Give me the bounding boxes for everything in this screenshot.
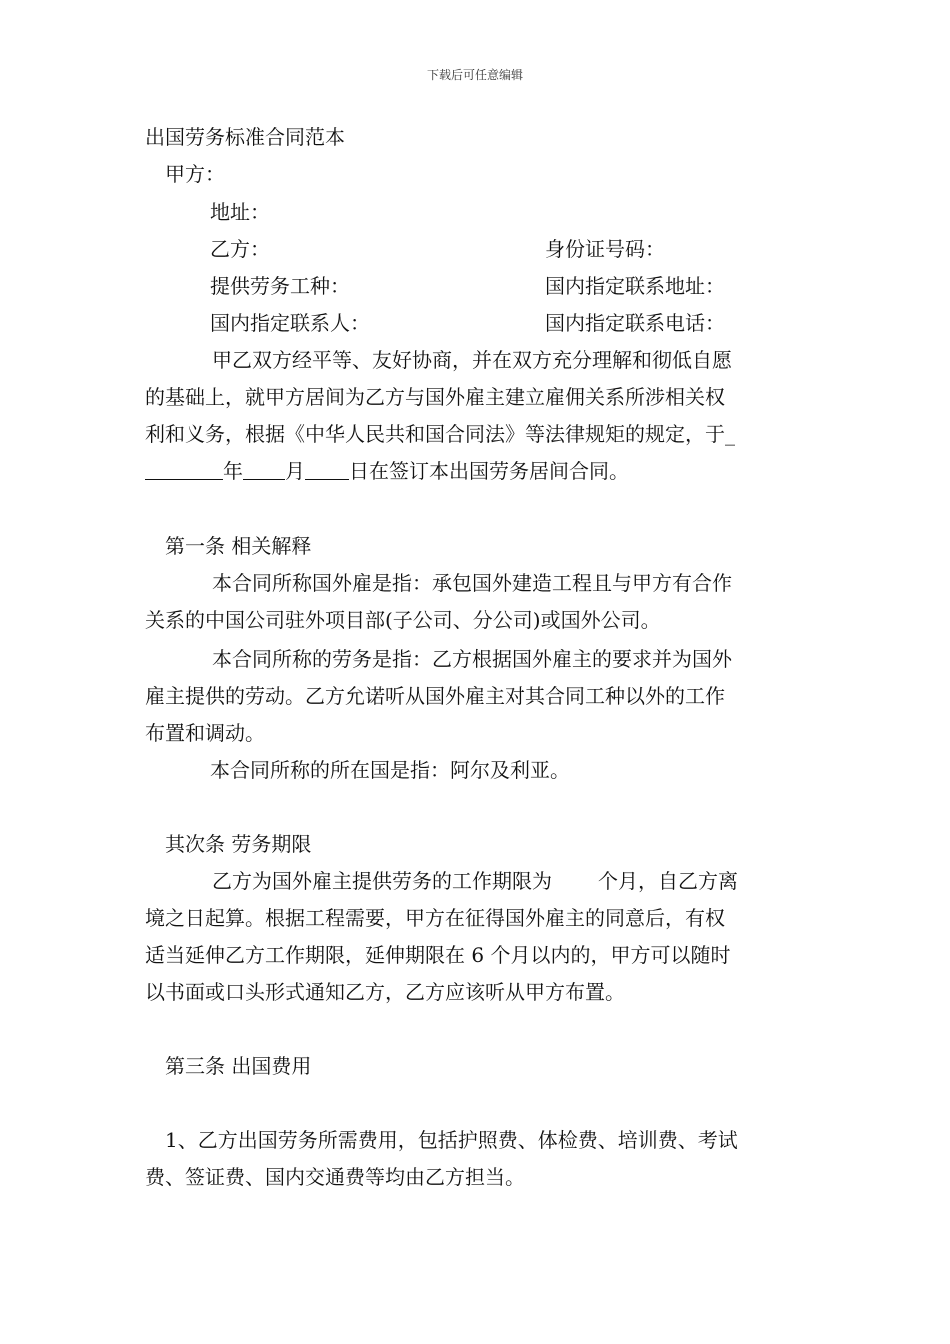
domestic-address-label: 国内指定联系地址：: [545, 274, 725, 298]
intro-line-1: 甲乙双方经平等、友好协商，并在双方充分理解和彻低自愿: [212, 348, 732, 372]
article-3-item-1-line-1: 1、乙方出国劳务所需费用，包括护照费、体检费、培训费、考试: [165, 1128, 738, 1152]
month-blank: [243, 459, 285, 480]
intro-line-2: 的基础上，就甲方居间为乙方与国外雇主建立雇佣关系所涉相关权: [145, 385, 725, 409]
domestic-phone-label: 国内指定联系电话：: [545, 311, 725, 335]
article-2-line-3: 适当延伸乙方工作期限，延伸期限在 6 个月以内的，甲方可以随时: [145, 943, 731, 967]
article-2-line-2: 境之日起算。根据工程需要，甲方在征得国外雇主的同意后，有权: [145, 906, 725, 930]
domestic-contact-label: 国内指定联系人：: [210, 311, 370, 335]
article-2-line-1b: 个月，自乙方离: [598, 869, 738, 893]
article-2-line-4: 以书面或口头形式通知乙方，乙方应该听从甲方布置。: [145, 980, 625, 1004]
party-b-label: 乙方：: [210, 237, 270, 261]
intro-date-line: [145, 459, 810, 483]
party-a-label: 甲方：: [165, 162, 225, 186]
day-rest: 日在签订本出国劳务居间合同。: [349, 459, 629, 483]
year-label: 年: [223, 459, 243, 483]
article-1-heading: 第一条 相关解释: [165, 534, 312, 558]
article-2-line-1a: 乙方为国外雇主提供劳务的工作期限为: [212, 869, 552, 893]
article-3-item-1-line-2: 费、签证费、国内交通费等均由乙方担当。: [145, 1165, 525, 1189]
article-1-p1-line-2: 关系的中国公司驻外项目部(子公司、分公司)或国外公司。: [145, 608, 661, 632]
month-label: 月: [285, 459, 305, 483]
day-blank: [305, 459, 349, 480]
article-1-p2-line-1: 本合同所称的劳务是指：乙方根据国外雇主的要求并为国外: [212, 647, 732, 671]
id-number-label: 身份证号码：: [545, 237, 665, 261]
job-type-label: 提供劳务工种：: [210, 274, 350, 298]
article-3-heading: 第三条 出国费用: [165, 1054, 312, 1078]
article-1-p2-line-3: 布置和调动。: [145, 721, 265, 745]
year-blank: [145, 459, 223, 480]
article-1-p1-line-1: 本合同所称国外雇是指：承包国外建造工程且与甲方有合作: [212, 571, 732, 595]
header-note: 下载后可任意编辑: [426, 68, 523, 82]
address-label: 地址：: [210, 200, 270, 224]
document-title: 出国劳务标准合同范本: [145, 125, 345, 149]
article-2-heading: 其次条 劳务期限: [165, 832, 312, 856]
intro-line-3: 利和义务，根据《中华人民共和国合同法》等法律规矩的规定，于_: [145, 422, 735, 446]
article-1-p3-line-1: 本合同所称的所在国是指：阿尔及利亚。: [210, 758, 570, 782]
article-1-p2-line-2: 雇主提供的劳动。乙方允诺听从国外雇主对其合同工种以外的工作: [145, 684, 725, 708]
article-2-line-1: [212, 869, 877, 893]
